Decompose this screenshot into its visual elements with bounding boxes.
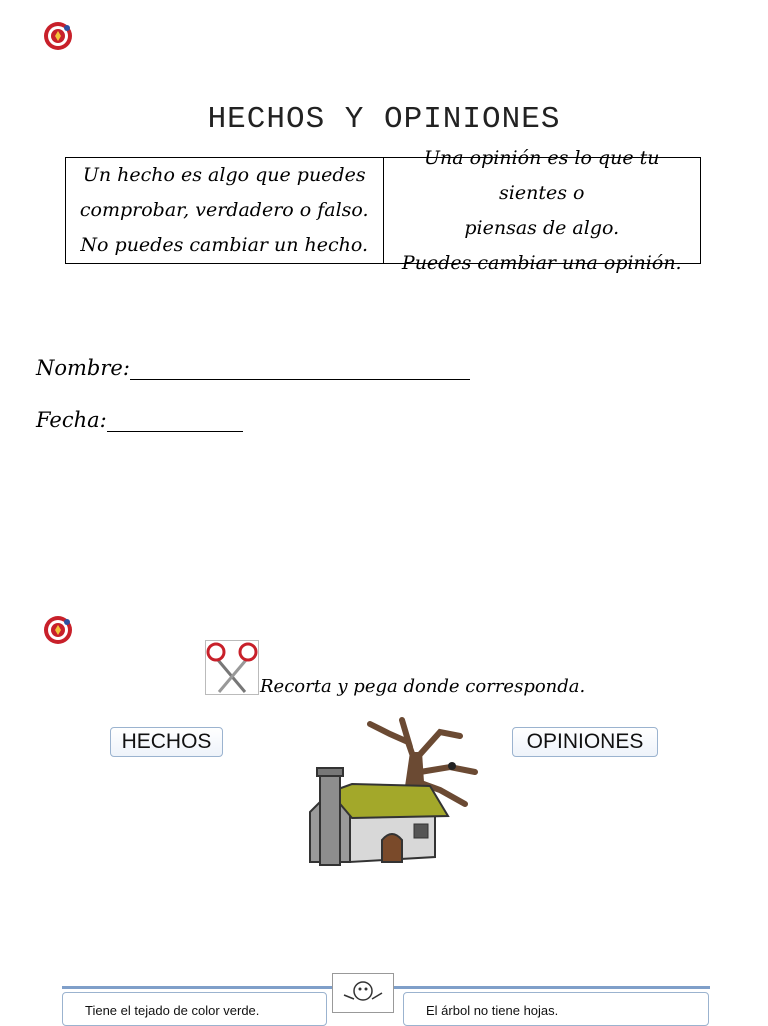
house-tree-illustration	[290, 712, 490, 872]
date-label: Fecha:	[36, 408, 107, 432]
instruction-text: Recorta y pega donde corresponda.	[260, 676, 586, 697]
facts-box[interactable]: HECHOS	[110, 727, 223, 757]
school-logo-icon	[43, 21, 73, 51]
name-label: Nombre:	[36, 356, 130, 380]
opinions-box[interactable]: OPINIONES	[512, 727, 658, 757]
date-line[interactable]	[107, 409, 243, 432]
definitions-table	[65, 146, 701, 274]
child-drawing-icon	[332, 973, 394, 1013]
name-field[interactable]	[36, 356, 470, 380]
opinion-definition: Una opinión es lo que tu sientes o piensas de algo. Puedes cambiar una opinión.	[383, 158, 701, 263]
name-line[interactable]	[130, 357, 470, 380]
date-field[interactable]	[36, 408, 243, 432]
school-logo-icon	[43, 615, 73, 645]
statement-card[interactable]: El árbol no tiene hojas.	[403, 992, 709, 1026]
fact-definition: Un hecho es algo que puedes comprobar, verdadero o falso. No puedes cambiar un hecho.	[79, 164, 369, 256]
scissors-icon	[205, 640, 259, 695]
page-title: HECHOS Y OPINIONES	[207, 102, 561, 137]
statement-card[interactable]: Tiene el tejado de color verde.	[62, 992, 327, 1026]
